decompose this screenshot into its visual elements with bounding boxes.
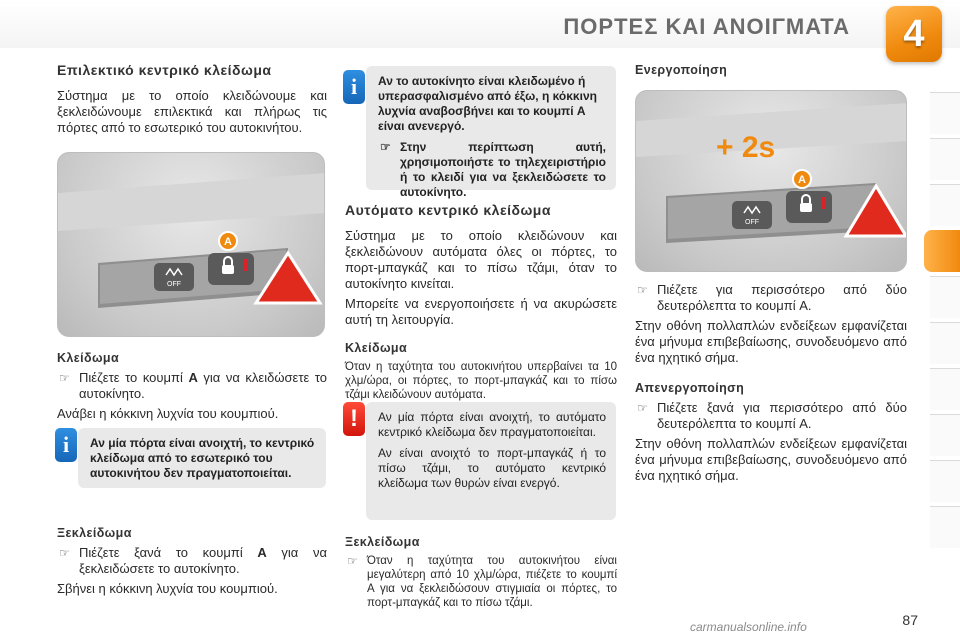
off-label: OFF	[167, 281, 181, 288]
chapter-tab[interactable]	[930, 368, 960, 410]
door-panel-illustration	[57, 152, 325, 337]
column-automatic-unlock	[345, 528, 617, 614]
lock-instruction	[57, 370, 327, 402]
door-panel-svg	[58, 153, 325, 337]
info-bullet-text: Στην περίπτωση αυτή, χρησιμοποιήστε το τηλεχειριστήριο ή το κλειδί για να ξεκλειδώσετε το αυτοκίνητο.	[400, 140, 606, 199]
callout-marker-a	[219, 232, 237, 250]
warning-box	[366, 402, 616, 520]
auto-lock-text: Όταν η ταχύτητα του αυτοκινήτου υπερβαίνει τα 10 χλμ/ώρα, οι πόρτες, το πορτ-μπαγκάζ και το πίσω τζάμι κλειδώνουν αυτόματα.	[345, 361, 617, 401]
activation-instruction	[635, 282, 907, 314]
unlock-text-post: για να ξεκλειδώσετε το αυτοκίνητο.	[79, 545, 327, 576]
lock-text-pre: Πιέζετε το κουμπί	[79, 370, 189, 385]
activation-text: Πιέζετε για περισσότερο από δύο δευτερόλεπτα το κουμπί A.	[657, 282, 907, 313]
pointer-icon: ☞	[59, 546, 70, 560]
chapter-tab[interactable]	[930, 92, 960, 134]
padlock-icon	[800, 203, 812, 212]
watermark: carmanualsonline.info	[690, 620, 807, 634]
warning-paragraph-2: Αν είναι ανοιχτό το πορτ-μπαγκάζ ή το πίσω τζάμι, το αυτόματο κεντρικό κλείδωμα των θυρών είναι ενεργό.	[378, 446, 606, 490]
lock-button-a[interactable]	[786, 191, 832, 223]
pointer-icon: ☞	[637, 401, 648, 415]
warning-icon: !	[343, 402, 365, 436]
pointer-icon: ☞	[347, 554, 358, 568]
unlock-heading: Ξεκλείδωμα	[345, 535, 420, 549]
chapter-tab[interactable]	[930, 414, 960, 456]
callout-label: A	[224, 236, 232, 248]
pointer-icon: ☞	[637, 283, 648, 297]
column-activation	[635, 62, 907, 82]
info-bullet	[378, 140, 606, 200]
pointer-icon: ☞	[59, 371, 70, 385]
button-key: A	[257, 545, 267, 560]
deactivation-text: Πιέζετε ξανά για περισσότερο από δύο δευτερόλεπτα το κουμπί A.	[657, 400, 907, 431]
column-activation-steps	[635, 282, 907, 488]
info-box-locked-outside	[366, 66, 616, 199]
chapter-tab[interactable]	[930, 184, 960, 226]
deactivation-heading: Απενεργοποίηση	[635, 381, 745, 395]
column-automatic-locking	[345, 202, 617, 406]
callout-marker-a	[793, 170, 811, 188]
esp-off-button[interactable]	[732, 201, 772, 229]
deactivation-result: Στην οθόνη πολλαπλών ενδείξεων εμφανίζεται ένα μήνυμα επιβεβαίωσης, συνοδευόμενο από ένα ηχητικό σήμα.	[635, 436, 907, 483]
lock-heading: Κλείδωμα	[345, 341, 408, 355]
lock-text-post: για να κλειδώσετε το αυτοκίνητο.	[79, 370, 327, 401]
page-number: 87	[902, 612, 918, 628]
activation-panel-illustration	[635, 90, 907, 272]
lock-heading: Κλείδωμα	[57, 351, 120, 365]
info-icon: i	[343, 70, 365, 104]
chapter-tab-active[interactable]	[924, 230, 960, 272]
section-heading: Επιλεκτικό κεντρικό κλείδωμα	[57, 62, 272, 78]
section-intro-2: Μπορείτε να ενεργοποιήσετε ή να ακυρώσετε αυτή τη λειτουργία.	[345, 296, 617, 327]
button-key: A	[188, 370, 198, 385]
chapter-tab[interactable]	[930, 460, 960, 502]
info-line: Αν το αυτοκίνητο είναι κλειδωμένο ή υπερασφαλισμένο από έξω, η κόκκινη λυχνία αναβοσβήνει και το κουμπί A είναι ανενεργό.	[378, 74, 597, 133]
column-selective-lock-steps	[57, 344, 327, 426]
info-icon: i	[55, 428, 77, 462]
warning-paragraph-1: Αν μία πόρτα είναι ανοιχτή, το αυτόματο κεντρικό κλείδωμα δεν πραγματοποιείται.	[378, 410, 606, 439]
chapter-tab[interactable]	[930, 506, 960, 548]
activation-result: Στην οθόνη πολλαπλών ενδείξεων εμφανίζεται ένα μήνυμα επιβεβαίωσης, συνοδευόμενο από ένα ηχητικό σήμα.	[635, 318, 907, 365]
unlock-heading: Ξεκλείδωμα	[57, 526, 132, 540]
deactivation-instruction	[635, 400, 907, 432]
lock-button-a[interactable]	[208, 253, 254, 285]
section-heading: Αυτόματο κεντρικό κλείδωμα	[345, 202, 551, 218]
chapter-tab[interactable]	[930, 322, 960, 364]
off-label: OFF	[745, 219, 759, 226]
page-title: ΠΟΡΤΕΣ ΚΑΙ ΑΝΟΙΓΜΑΤΑ	[563, 14, 850, 39]
unlock-note: Σβήνει η κόκκινη λυχνία του κουμπιού.	[57, 581, 278, 596]
chapter-tab[interactable]	[930, 138, 960, 180]
lock-note: Ανάβει η κόκκινη λυχνία του κουμπιού.	[57, 406, 279, 421]
padlock-icon	[222, 265, 234, 274]
activation-panel-svg	[636, 91, 907, 272]
esp-off-button[interactable]	[154, 263, 194, 291]
activation-heading: Ενεργοποίηση	[635, 63, 728, 77]
column-selective-locking	[57, 62, 327, 140]
auto-unlock-instruction	[345, 554, 617, 610]
callout-label: A	[798, 174, 806, 186]
info-box-open-door: Αν μία πόρτα είναι ανοιχτή, το κεντρικό κλείδωμα από το εσωτερικό του αυτοκινήτου δεν πραγματοποιείται.	[78, 428, 326, 488]
auto-unlock-text: Όταν η ταχύτητα του αυτοκινήτου είναι μεγαλύτερη από 10 χλμ/ώρα, πιέζετε το κουμπί A για να ξεκλειδώσουν στιγμιαία οι πόρτες, το πορτ-μπαγκάζ και το πίσω τζάμι.	[367, 555, 617, 609]
section-intro: Σύστημα με το οποίο κλειδώνουν και ξεκλειδώνουν αυτόματα όλες οι πόρτες, το πορτ-μπαγκάζ και το πίσω τζάμι, όταν το αυτοκίνητο κινείται.	[345, 228, 617, 291]
chapter-tab[interactable]	[930, 276, 960, 318]
unlock-text-pre: Πιέζετε ξανά το κουμπί	[79, 545, 258, 560]
section-intro: Σύστημα με το οποίο κλειδώνουμε και ξεκλειδώνουμε επιλεκτικά και πλήρως τις πόρτες από το εσωτερικό του αυτοκινήτου.	[57, 88, 327, 135]
chapter-badge[interactable]: 4	[886, 6, 942, 62]
pointer-icon: ☞	[380, 140, 391, 154]
chapter-tabs	[930, 92, 960, 552]
column-selective-unlock	[57, 519, 327, 601]
hold-duration-label: + 2s	[716, 131, 776, 164]
unlock-instruction	[57, 545, 327, 577]
